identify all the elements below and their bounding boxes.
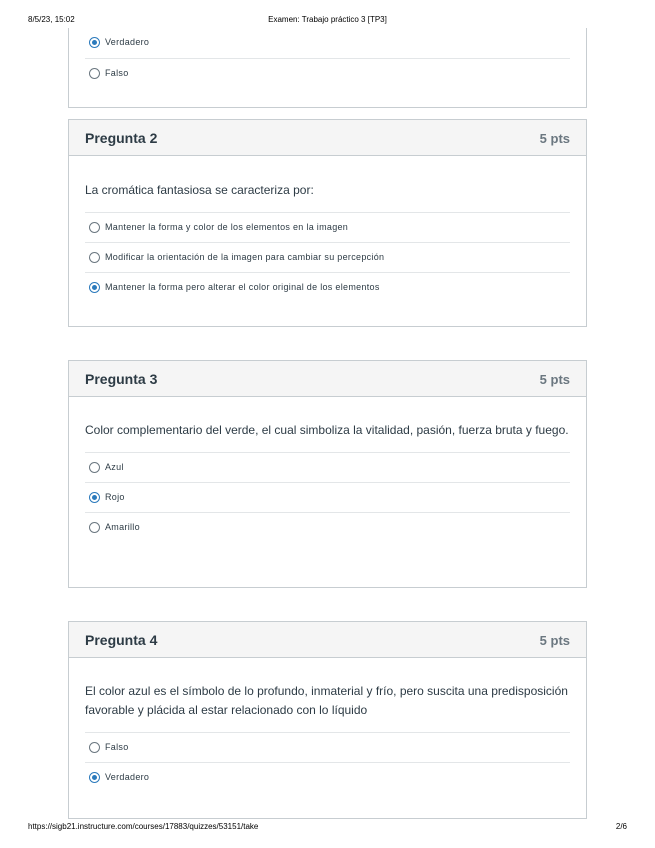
radio-selected-icon[interactable] xyxy=(89,282,100,293)
question-header xyxy=(69,622,586,658)
answer-label: Mantener la forma y color de los elementos en la imagen xyxy=(105,222,349,232)
question-points: 5 pts xyxy=(539,633,570,648)
question-card-3 xyxy=(68,360,587,588)
question-card-2 xyxy=(68,119,587,327)
question-header xyxy=(69,120,586,156)
question-text: El color azul es el símbolo de lo profundo, inmaterial y frío, pero suscita una predisposición favorable y plácida al estar relacionado con lo líquido xyxy=(85,658,570,733)
answer-option[interactable] xyxy=(85,28,570,59)
radio-icon[interactable] xyxy=(89,68,100,79)
answer-option[interactable] xyxy=(85,453,570,483)
answer-option[interactable] xyxy=(85,483,570,513)
answer-label: Azul xyxy=(105,462,124,472)
answer-label: Falso xyxy=(105,742,129,752)
answer-label: Rojo xyxy=(105,492,125,502)
question-points: 5 pts xyxy=(539,131,570,146)
answer-option[interactable] xyxy=(85,273,570,303)
question-points: 5 pts xyxy=(539,372,570,387)
radio-selected-icon[interactable] xyxy=(89,772,100,783)
answer-label: Verdadero xyxy=(105,772,150,782)
radio-icon[interactable] xyxy=(89,252,100,263)
question-header xyxy=(69,361,586,397)
question-title: Pregunta 4 xyxy=(85,632,158,648)
radio-icon[interactable] xyxy=(89,222,100,233)
radio-selected-icon[interactable] xyxy=(89,492,100,503)
answer-option[interactable] xyxy=(85,763,570,793)
question-body xyxy=(69,397,586,543)
answer-label: Mantener la forma pero alterar el color original de los elementos xyxy=(105,282,380,292)
question-body xyxy=(69,156,586,303)
answer-label: Modificar la orientación de la imagen para cambiar su percepción xyxy=(105,252,385,262)
print-header xyxy=(0,15,655,27)
answer-list xyxy=(69,28,586,89)
question-body xyxy=(69,658,586,793)
print-page-number: 2/6 xyxy=(615,822,627,831)
answer-option[interactable] xyxy=(85,213,570,243)
radio-icon[interactable] xyxy=(89,742,100,753)
answer-option[interactable] xyxy=(85,513,570,543)
answer-option[interactable] xyxy=(85,733,570,763)
question-card-1-continued xyxy=(68,28,587,108)
answer-label: Amarillo xyxy=(105,522,140,532)
question-text: La cromática fantasiosa se caracteriza por: xyxy=(85,156,570,213)
print-title: Examen: Trabajo práctico 3 [TP3] xyxy=(268,15,387,24)
question-title: Pregunta 2 xyxy=(85,130,158,146)
radio-selected-icon[interactable] xyxy=(89,37,100,48)
print-date: 8/5/23, 15:02 xyxy=(28,15,75,24)
question-text: Color complementario del verde, el cual simboliza la vitalidad, pasión, fuerza bruta y fuego. xyxy=(85,397,570,453)
answer-label: Falso xyxy=(105,68,129,78)
print-footer xyxy=(0,822,655,834)
radio-icon[interactable] xyxy=(89,462,100,473)
question-card-4 xyxy=(68,621,587,819)
radio-icon[interactable] xyxy=(89,522,100,533)
answer-option[interactable] xyxy=(85,59,570,89)
print-url: https://sigb21.instructure.com/courses/17883/quizzes/53151/take xyxy=(28,822,259,831)
question-title: Pregunta 3 xyxy=(85,371,158,387)
answer-label: Verdadero xyxy=(105,37,150,47)
answer-option[interactable] xyxy=(85,243,570,273)
